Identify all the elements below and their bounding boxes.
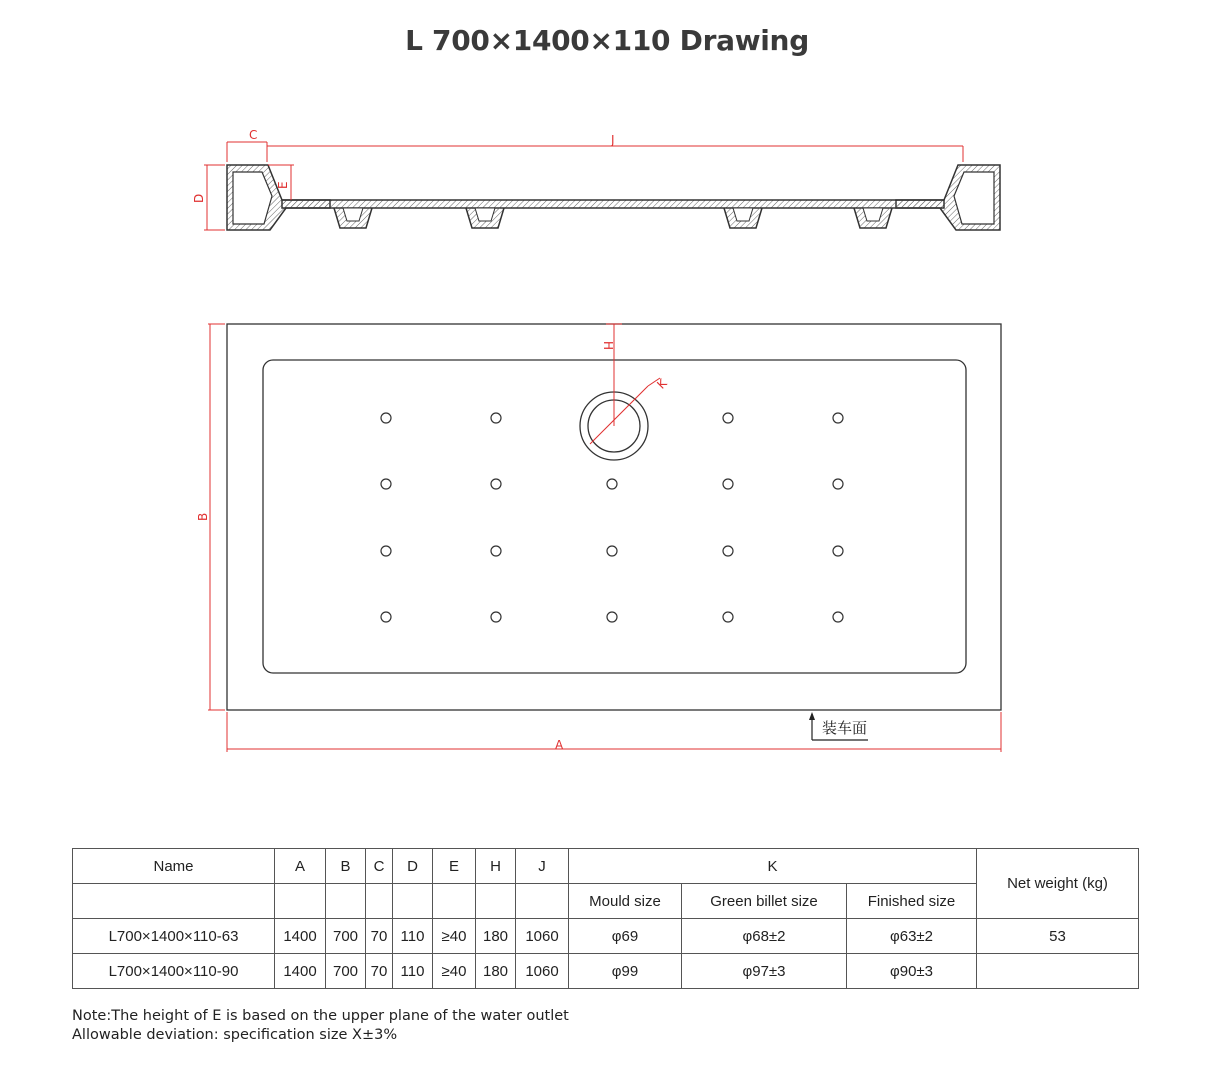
cross-section-view <box>192 128 1000 230</box>
drain-hole <box>491 413 501 423</box>
drain-hole <box>381 546 391 556</box>
header-a: A <box>275 849 326 884</box>
table-header-row <box>73 849 1139 884</box>
cell-net-weight <box>977 954 1139 989</box>
rib <box>854 208 892 228</box>
cell-j: 1060 <box>516 954 569 989</box>
dim-label-e: E <box>276 181 290 189</box>
note-line: Note:The height of E is based on the upper plane of the water outlet <box>72 1008 569 1024</box>
cell-finished-size: φ90±3 <box>847 954 977 989</box>
drain-hole <box>723 479 733 489</box>
header-net-weight: Net weight (kg) <box>977 849 1139 919</box>
drain-hole <box>607 612 617 622</box>
subheader-green-billet-size: Green billet size <box>682 884 847 919</box>
drain-hole <box>833 413 843 423</box>
dim-label-k: K <box>654 376 670 392</box>
drawing-title: L 700×1400×110 Drawing <box>405 24 809 57</box>
dim-label-a: A <box>555 738 564 752</box>
header-h: H <box>476 849 516 884</box>
cell-name: L700×1400×110-63 <box>73 919 275 954</box>
drain-holes <box>381 413 843 622</box>
rib <box>724 208 762 228</box>
drain-hole <box>723 413 733 423</box>
note-line: Allowable deviation: specification size X±3% <box>72 1027 398 1043</box>
cell-c: 70 <box>366 919 393 954</box>
specification-table <box>72 848 1139 989</box>
drain-hole <box>833 612 843 622</box>
cell-c: 70 <box>366 954 393 989</box>
cell-h: 180 <box>476 954 516 989</box>
notes <box>72 1007 569 1045</box>
cell-green-billet-size: φ97±3 <box>682 954 847 989</box>
cell-finished-size: φ63±2 <box>847 919 977 954</box>
drain-hole <box>833 546 843 556</box>
header-c: C <box>366 849 393 884</box>
cell-b: 700 <box>326 954 366 989</box>
drain-hole <box>381 479 391 489</box>
header-j: J <box>516 849 569 884</box>
table-row <box>73 919 1139 954</box>
header-d: D <box>393 849 433 884</box>
drain-hole <box>607 546 617 556</box>
dim-label-c: C <box>249 128 258 142</box>
drain-hole <box>833 479 843 489</box>
dim-label-b: B <box>196 512 210 521</box>
cell-a: 1400 <box>275 919 326 954</box>
dim-label-j: J <box>611 133 615 147</box>
subheader-finished-size: Finished size <box>847 884 977 919</box>
drain-hole <box>491 546 501 556</box>
drain-hole <box>723 546 733 556</box>
cell-j: 1060 <box>516 919 569 954</box>
cell-h: 180 <box>476 919 516 954</box>
drain-hole <box>381 413 391 423</box>
cell-mould-size: φ69 <box>569 919 682 954</box>
cell-b: 700 <box>326 919 366 954</box>
header-k: K <box>569 849 977 884</box>
rib <box>466 208 504 228</box>
cell-e: ≥40 <box>433 954 476 989</box>
drain-hole <box>381 612 391 622</box>
loading-surface-marker <box>809 712 868 740</box>
drain-hole <box>491 612 501 622</box>
cell-e: ≥40 <box>433 919 476 954</box>
base-plate <box>282 200 944 208</box>
header-e: E <box>433 849 476 884</box>
cell-d: 110 <box>393 919 433 954</box>
dim-label-d: D <box>192 193 206 203</box>
header-name: Name <box>73 849 275 884</box>
drain-hole <box>607 479 617 489</box>
rib <box>334 208 372 228</box>
cell-green-billet-size: φ68±2 <box>682 919 847 954</box>
subheader-mould-size: Mould size <box>569 884 682 919</box>
cell-d: 110 <box>393 954 433 989</box>
loading-surface-label: 装车面 <box>822 719 868 737</box>
plan-view <box>196 324 1001 752</box>
cell-net-weight: 53 <box>977 919 1139 954</box>
cell-a: 1400 <box>275 954 326 989</box>
drain-hole <box>723 612 733 622</box>
dim-label-h: H <box>601 341 615 351</box>
drain-hole <box>491 479 501 489</box>
table-row <box>73 954 1139 989</box>
cell-mould-size: φ99 <box>569 954 682 989</box>
header-b: B <box>326 849 366 884</box>
cell-name: L700×1400×110-90 <box>73 954 275 989</box>
